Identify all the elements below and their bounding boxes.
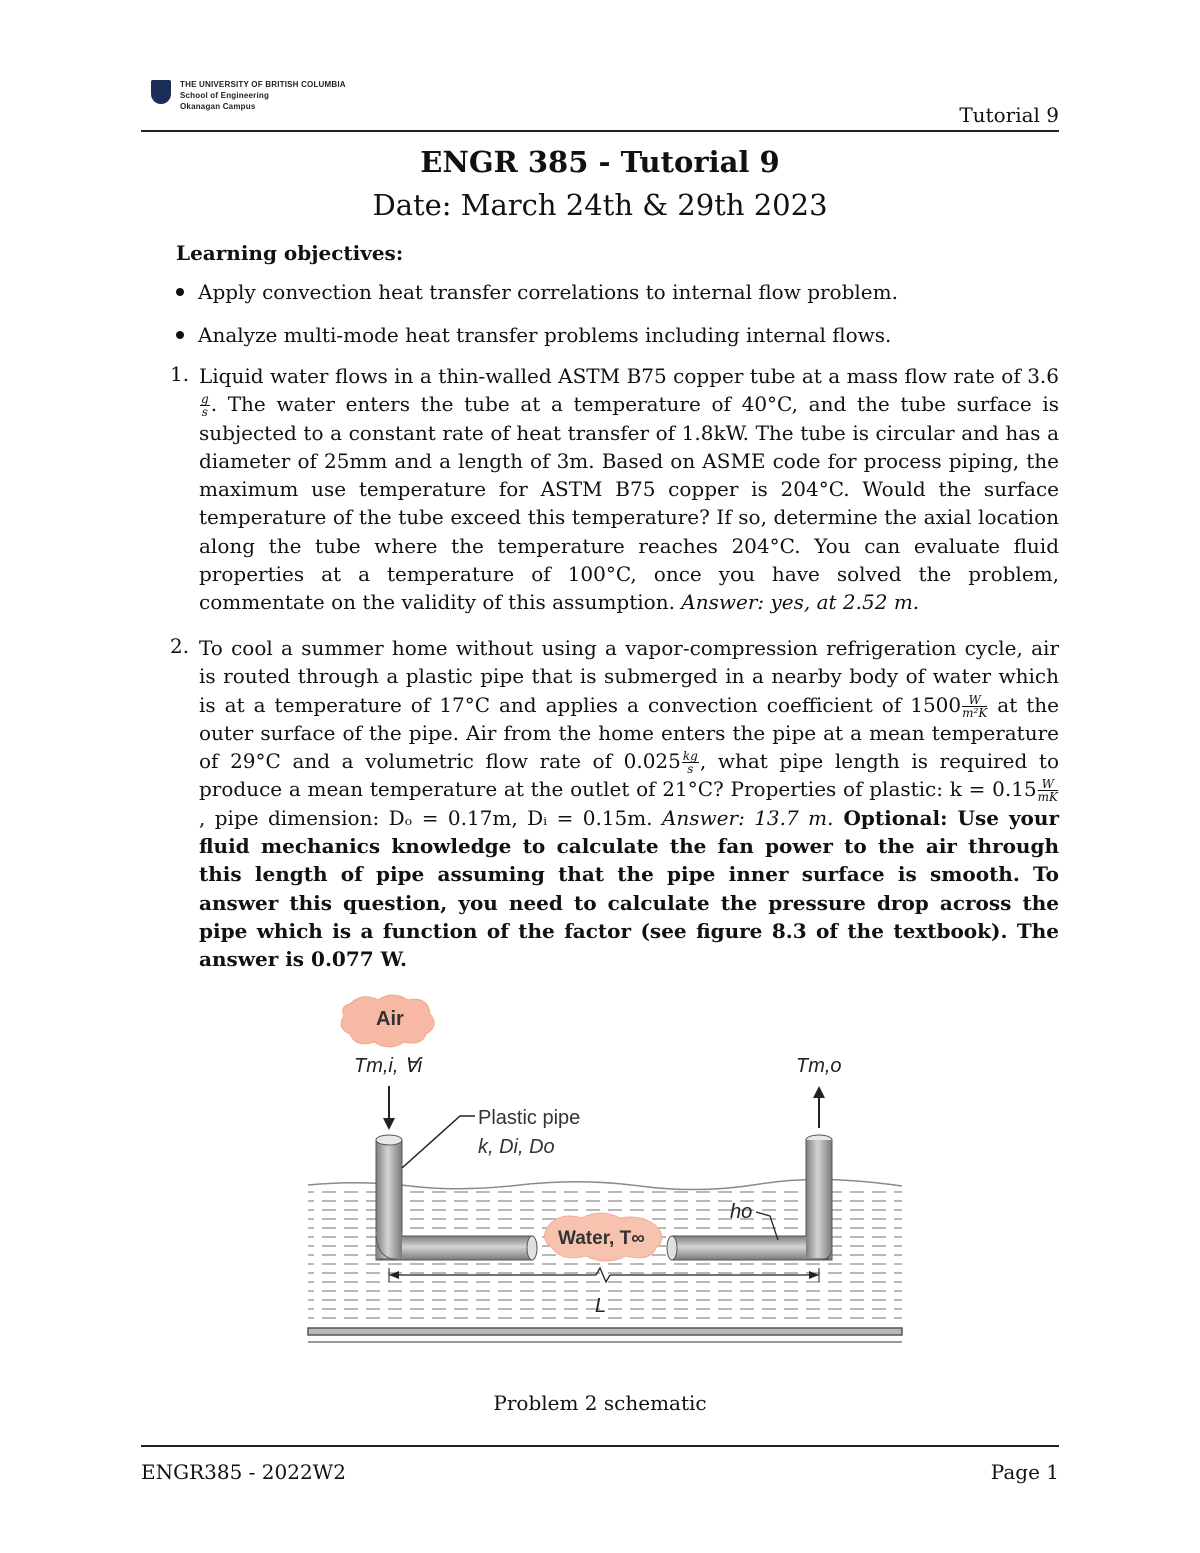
inlet-arrowhead [383,1118,395,1130]
problem-2-answer: Answer: 13.7 m. [661,805,834,830]
problem-2-optional: Optional: Use your fluid mechanics knowledge to calculate the fan power to the air through this length of pipe assuming that the pipe inner surface is smooth. To answer this question, you need to calculate the pressure drop across the pipe which is a function of the factor (see figure 8.3 of the textbook). The answer is 0.077 W. [199,805,1059,972]
outlet-label: Tm,o [796,1055,842,1077]
objective-item: Apply convection heat transfer correlations to internal flow problem. [176,280,898,304]
water-label: Water, T∞ [558,1228,645,1249]
campus-name: Okanagan Campus [180,102,256,111]
problem-number: 2. [170,634,190,658]
figure-caption: Problem 2 schematic [493,1391,707,1415]
header-tutorial-label: Tutorial 9 [959,103,1059,127]
problem-1-answer: Answer: yes, at 2.52 m. [681,590,920,615]
fraction: $\frac{W}{\text{m²K}}$ [962,692,988,720]
ground-base [308,1328,902,1335]
h-coefficient-label: ho [730,1201,753,1223]
pipe-properties-label: k, Di, Do [478,1136,555,1158]
fraction: $\frac{kg}{s}$ [682,749,698,777]
ubc-logo-text [180,79,346,112]
outlet-arrowhead [813,1086,825,1098]
header-rule [141,130,1059,132]
ubc-crest-logo [151,80,171,104]
problem-number: 1. [170,362,190,386]
problem-2-text: To cool a summer home without using a vapor-compression refrigeration cycle, air is routed through a plastic pipe that is submerged in a nearby body of water which is at a temperature of 17°C and applies a convection coefficient of 1500 $\frac{W}{\text{m²K}}$ at the outer surface of the pipe. Air from the home enters the pipe at a mean temperature of 29°C and a volumetric flow rate of 0.025 $\frac{kg}{s}$ , what pipe length is required to produce a mean temperature at the outlet of 21°C? Properties of plastic: k = 0.15 $\frac{W}{mK}$ , pipe dimension: Dₒ = 0.17m, Dᵢ = 0.15m. Answer: 13.7 m. Optional: Use your fluid mechanics knowledge to calculate the fan power to the air through this length of pipe assuming that the pipe inner surface is smooth. To answer this question, you need to calculate the pressure drop across the pipe which is a function of the factor (see figure 8.3 of the textbook). The answer is 0.077 W. [199,636,1059,972]
air-label: Air [376,1008,404,1030]
bullet-icon [176,288,184,296]
pipe-leader-line [402,1116,475,1168]
bullet-icon [176,331,184,339]
length-label: L [595,1295,607,1317]
learning-objectives-heading: Learning objectives: [176,241,404,265]
footer-rule [141,1445,1059,1447]
objective-item: Analyze multi-mode heat transfer problems including internal flows. [176,323,891,347]
page-date: Date: March 24th & 29th 2023 [372,188,828,222]
fraction: $\frac{W}{mK}$ [1037,777,1058,805]
problem-1-text: Liquid water flows in a thin-walled ASTM B75 copper tube at a mass flow rate of 3.6 $\frac{g}{s}$ . The water enters the tube at a temperature of 40°C, and the tube surface is subjected to a constant rate of heat transfer of 1.8kW. The tube is circular and has a diameter of 25mm and a length of 3m. Based on ASME code for process piping, the maximum use temperature for ASTM B75 copper is 204°C. Would the surface temperature of the tube exceed this temperature? If so, determine the axial location along the tube where the temperature reaches 204°C. You can evaluate fluid properties at a temperature of 100°C, once you have solved the problem, commentate on the validity of this assumption. Answer: yes, at 2.52 m. [199,364,1059,615]
footer-page-number: Page 1 [990,1460,1059,1484]
school-name: School of Engineering [180,91,270,100]
pipe-label: Plastic pipe [478,1107,581,1129]
page-title: ENGR 385 - Tutorial 9 [420,145,780,179]
inlet-label: Tm,i, ∀i [354,1055,423,1077]
university-name: THE UNIVERSITY OF BRITISH COLUMBIA [180,80,346,89]
fraction: $\frac{g}{s}$ [201,392,209,420]
footer-course: ENGR385 - 2022W2 [141,1460,346,1484]
pipe-schematic-figure [300,990,910,1360]
